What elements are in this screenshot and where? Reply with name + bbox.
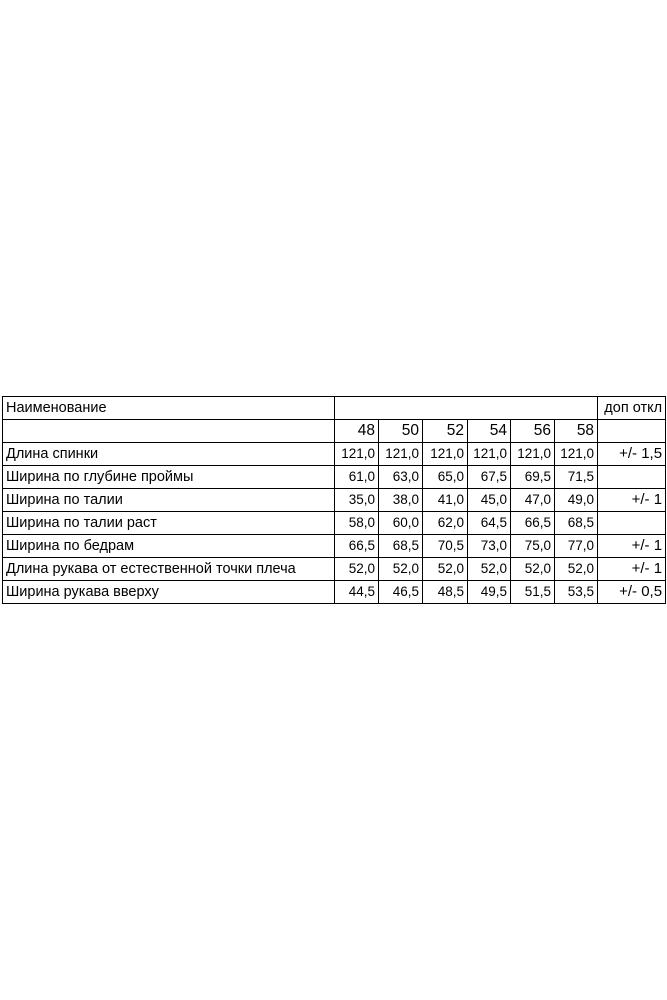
size-header-58: 58 bbox=[555, 420, 598, 443]
row-value: 121,0 bbox=[423, 443, 468, 466]
table-row bbox=[3, 466, 666, 489]
table-row bbox=[3, 558, 666, 581]
row-value: 73,0 bbox=[468, 535, 511, 558]
row-value: 52,0 bbox=[468, 558, 511, 581]
row-value: 52,0 bbox=[555, 558, 598, 581]
table-row bbox=[3, 443, 666, 466]
header-name-cell: Наименование bbox=[3, 397, 335, 420]
header-row-1 bbox=[3, 397, 666, 420]
row-value: 51,5 bbox=[511, 581, 555, 604]
row-value: 38,0 bbox=[379, 489, 423, 512]
header-name-spacer bbox=[3, 420, 335, 443]
row-value: 49,0 bbox=[555, 489, 598, 512]
size-header-54: 54 bbox=[468, 420, 511, 443]
row-value: 35,0 bbox=[335, 489, 379, 512]
row-value: 69,5 bbox=[511, 466, 555, 489]
row-value: 47,0 bbox=[511, 489, 555, 512]
table-row bbox=[3, 581, 666, 604]
row-name: Ширина по глубине проймы bbox=[3, 466, 335, 489]
row-value: 121,0 bbox=[555, 443, 598, 466]
row-name: Ширина по талии bbox=[3, 489, 335, 512]
row-name: Ширина по бедрам bbox=[3, 535, 335, 558]
row-value: 44,5 bbox=[335, 581, 379, 604]
row-tolerance: +/- 1 bbox=[598, 535, 666, 558]
row-value: 67,5 bbox=[468, 466, 511, 489]
row-tolerance: +/- 1,5 bbox=[598, 443, 666, 466]
row-value: 66,5 bbox=[335, 535, 379, 558]
row-name: Длина спинки bbox=[3, 443, 335, 466]
row-value: 68,5 bbox=[379, 535, 423, 558]
row-value: 71,5 bbox=[555, 466, 598, 489]
row-value: 48,5 bbox=[423, 581, 468, 604]
size-table bbox=[2, 396, 666, 604]
row-value: 65,0 bbox=[423, 466, 468, 489]
row-value: 77,0 bbox=[555, 535, 598, 558]
row-value: 49,5 bbox=[468, 581, 511, 604]
row-value: 41,0 bbox=[423, 489, 468, 512]
table-row bbox=[3, 512, 666, 535]
size-header-56: 56 bbox=[511, 420, 555, 443]
row-value: 121,0 bbox=[511, 443, 555, 466]
row-value: 61,0 bbox=[335, 466, 379, 489]
row-name: Длина рукава от естественной точки плеча bbox=[3, 558, 335, 581]
size-header-52: 52 bbox=[423, 420, 468, 443]
row-value: 62,0 bbox=[423, 512, 468, 535]
row-value: 58,0 bbox=[335, 512, 379, 535]
row-value: 52,0 bbox=[511, 558, 555, 581]
row-value: 121,0 bbox=[335, 443, 379, 466]
row-value: 70,5 bbox=[423, 535, 468, 558]
row-value: 52,0 bbox=[379, 558, 423, 581]
table-row bbox=[3, 489, 666, 512]
row-value: 45,0 bbox=[468, 489, 511, 512]
size-header-48: 48 bbox=[335, 420, 379, 443]
row-value: 60,0 bbox=[379, 512, 423, 535]
header-row-2 bbox=[3, 420, 666, 443]
row-value: 53,5 bbox=[555, 581, 598, 604]
header-sizes-merged-cell bbox=[335, 397, 598, 420]
row-tolerance: +/- 1 bbox=[598, 558, 666, 581]
row-value: 121,0 bbox=[379, 443, 423, 466]
row-tolerance bbox=[598, 512, 666, 535]
header-tolerance-spacer bbox=[598, 420, 666, 443]
size-header-50: 50 bbox=[379, 420, 423, 443]
row-value: 121,0 bbox=[468, 443, 511, 466]
row-value: 63,0 bbox=[379, 466, 423, 489]
row-value: 68,5 bbox=[555, 512, 598, 535]
row-value: 75,0 bbox=[511, 535, 555, 558]
row-value: 64,5 bbox=[468, 512, 511, 535]
row-value: 52,0 bbox=[423, 558, 468, 581]
row-value: 66,5 bbox=[511, 512, 555, 535]
table-body bbox=[3, 397, 666, 604]
row-tolerance: +/- 0,5 bbox=[598, 581, 666, 604]
row-tolerance bbox=[598, 466, 666, 489]
row-name: Ширина рукава вверху bbox=[3, 581, 335, 604]
row-value: 46,5 bbox=[379, 581, 423, 604]
header-tolerance-cell: доп откл bbox=[598, 397, 666, 420]
row-value: 52,0 bbox=[335, 558, 379, 581]
table-row bbox=[3, 535, 666, 558]
row-name: Ширина по талии раст bbox=[3, 512, 335, 535]
row-tolerance: +/- 1 bbox=[598, 489, 666, 512]
